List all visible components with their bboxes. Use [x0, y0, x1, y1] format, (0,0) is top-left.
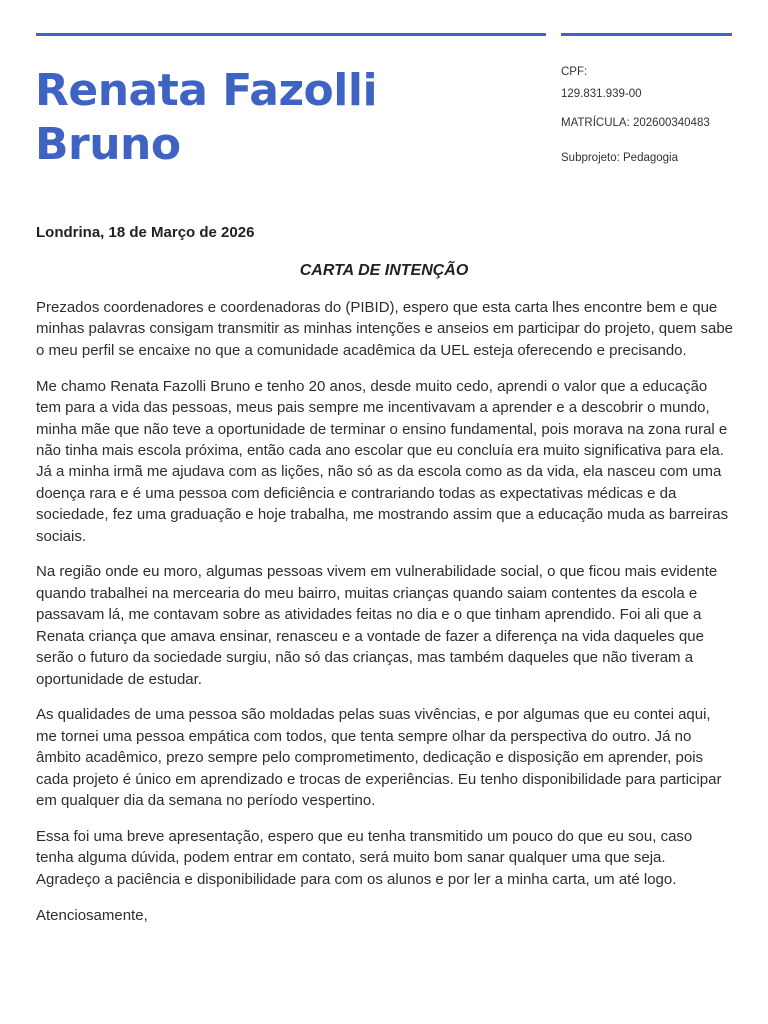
letter-body: [36, 297, 733, 941]
letter-date: Londrina, 18 de Março de 2026: [36, 224, 255, 241]
paragraph-2: Me chamo Renata Fazolli Bruno e tenho 20 anos, desde muito cedo, aprendi o valor que a educação tem para a vida das pessoas, meus pais sempre me incentivavam a aprender e a descobrir o mundo, minha mãe que não teve a oportunidade de terminar o ensino fundamental, pois morava na zona rural e não tinha mais escola próxima, então cada ano escolar que eu concluía era muito significativa para ela. Já a minha irmã me ajudava com as lições, não só as da escola como as da vida, ela nasceu com uma doença rara e é uma pessoa com deficiência e contrariando todas as expectativas médicas e da sociedade, fez uma graduação e hoje trabalha, me mostrando assim que a educação muda as barreiras sociais.: [36, 377, 729, 545]
paragraph-4: As qualidades de uma pessoa são moldadas pelas suas vivências, e por algumas que eu contei aqui, me tornei uma pessoa empática com todos, que tenta sempre olhar da perspectiva do outro. Já no âmbito acadêmico, prezo sempre pelo comprometimento, dedicação e disposição em aprender, pois cada projeto é único em aprendizado e trocas de experiências. Eu tenho disponibilidade para participar em qualquer dia da semana no período vespertino.: [36, 706, 722, 810]
cpf-value: 129.831.939-00: [561, 88, 642, 100]
paragraph-5: Essa foi uma breve apresentação, espero que eu tenha transmitido um pouco do que eu sou, caso tenha alguma dúvida, podem entrar em contato, será muito bom sanar qualquer uma que seja. Agradeço a paciência e disponibilidade para com os alunos e por ler a minha carta, um até logo.: [36, 827, 693, 888]
matricula: MATRÍCULA: 202600340483: [561, 117, 710, 129]
header-rule-left: [36, 33, 546, 36]
subprojeto: Subprojeto: Pedagogia: [561, 152, 679, 164]
applicant-name-line-1: Renata Fazolli: [35, 65, 378, 116]
paragraph-1: Prezados coordenadores e coordenadoras do (PIBID), espero que esta carta lhes encontre bem e que minhas palavras consigam transmitir as minhas intenções e anseios em participar do projeto, quem sabe o meu perfil se encaixe no que a comunidade acadêmica da UEL esteja oferecendo e precisando.: [36, 299, 734, 359]
applicant-name: [35, 64, 535, 172]
applicant-name-line-2: Bruno: [35, 119, 181, 170]
closing: Atenciosamente,: [36, 906, 148, 924]
letter-title: CARTA DE INTENÇÃO: [299, 262, 469, 279]
paragraph-3: Na região onde eu moro, algumas pessoas vivem em vulnerabilidade social, o que ficou mais evidente quando trabalhei na mercearia do meu bairro, muitas crianças quando saiam contentes da escola e passavam lá, me contavam sobre as atividades feitas no dia e o que tinham aprendido. Foi ali que a Renata criança que amava ensinar, renasceu e a vontade de fazer a diferença na vida daqueles que serão o futuro da sociedade surgiu, não só das crianças, mas também daqueles que não tiveram a oportunidade de estudar.: [36, 563, 718, 688]
header-rule-right: [561, 33, 732, 36]
cpf-label: CPF:: [561, 66, 588, 78]
